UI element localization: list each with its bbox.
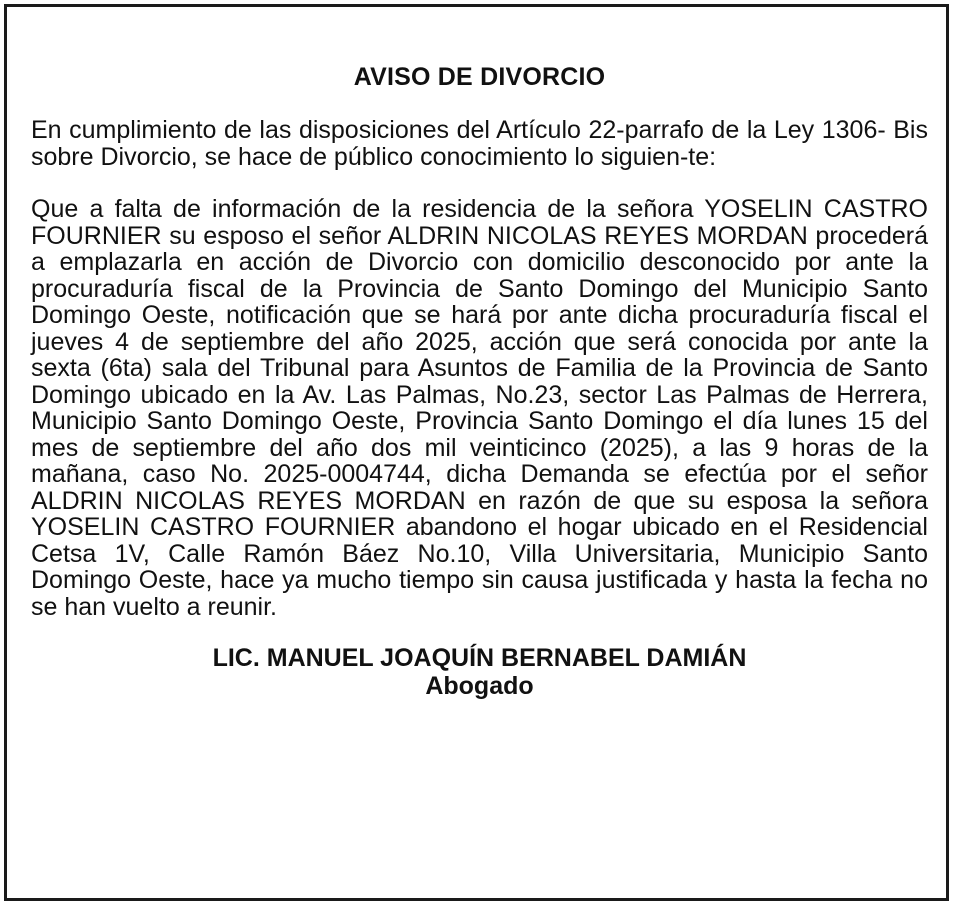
notice-border bbox=[4, 4, 949, 901]
intro-paragraph: En cumplimiento de las disposiciones del Artículo 22-parrafo de la Ley 1306- Bis sobre Divorcio, se hace de público conocimiento lo siguien-te: bbox=[31, 116, 928, 171]
signatory-role: Abogado bbox=[425, 672, 534, 700]
notice-title: AVISO DE DIVORCIO bbox=[353, 63, 606, 91]
signatory-name: LIC. MANUEL JOAQUÍN BERNABEL DAMIÁN bbox=[212, 644, 747, 672]
body-paragraph: Que a falta de información de la residencia de la señora YOSELIN CASTRO FOURNIER su esposo el señor ALDRIN NICOLAS REYES MORDAN procederá a emplazarla en acción de Divorcio con domicilio desconocido por ante la procuraduría fiscal de la Provincia de Santo Domingo del Municipio Santo Domingo Oeste, notificación que se hará por ante dicha procuraduría fiscal el jueves 4 de septiembre del año 2025, acción que será conocida por ante la sexta (6ta) sala del Tribunal para Asuntos de Familia de la Provincia de Santo Domingo ubicado en la Av. Las Palmas, No.23, sector Las Palmas de Herrera, Municipio Santo Domingo Oeste, Provincia Santo Domingo el día lunes 15 del mes de septiembre del año dos mil veinticinco (2025), a las 9 horas de la mañana, caso No. 2025-0004744, dicha Demanda se efectúa por el señor ALDRIN NICOLAS REYES MORDAN en razón de que su esposa la señora YOSELIN CASTRO FOURNIER abandono el hogar ubicado en el Residencial Cetsa 1V, Calle Ramón Báez No.10, Villa Universitaria, Municipio Santo Domingo Oeste, hace ya mucho tiempo sin causa justificada y hasta la fecha no se han vuelto a reunir. bbox=[31, 195, 928, 621]
notice-content bbox=[31, 63, 928, 700]
